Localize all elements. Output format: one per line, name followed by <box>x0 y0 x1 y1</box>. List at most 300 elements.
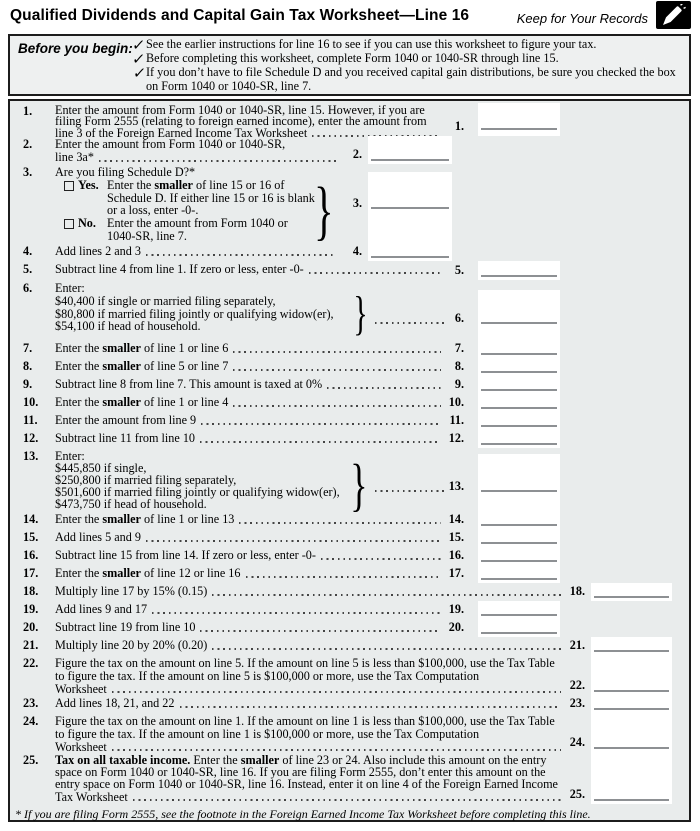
line-number: 24. <box>23 714 39 728</box>
option-no <box>64 217 308 243</box>
line-text-tail <box>55 549 316 562</box>
entry-right-gutter <box>672 637 689 655</box>
line-text-row <box>55 151 340 164</box>
worksheet-line-7 <box>10 340 689 358</box>
dot-leader <box>233 369 441 371</box>
entry-label: 23. <box>569 696 585 711</box>
entry-label: 19. <box>448 602 464 617</box>
line-text-row <box>55 360 445 373</box>
line-text-row <box>55 414 445 427</box>
entry-underline <box>594 799 669 801</box>
dot-leader <box>112 691 561 693</box>
entry-label: 21. <box>569 638 585 653</box>
worksheet-line-5 <box>10 261 689 280</box>
text-segment: of line 5 or line 7 <box>140 359 229 373</box>
worksheet-body-box <box>8 99 691 822</box>
option-text-line <box>107 230 288 243</box>
entry-underline <box>481 578 557 580</box>
entry-field-line-10[interactable] <box>478 394 560 412</box>
text-segment: Enter the amount from Form 1040 or 1040-SR, line 15. However, if you are <box>55 103 425 117</box>
entry-right-gutter <box>560 394 689 412</box>
amount-option: $80,800 if married filing jointly or qualifying widow(er), <box>55 306 334 321</box>
entry-field-line-17[interactable] <box>478 565 560 583</box>
dot-leader <box>200 441 441 443</box>
entry-right-gutter <box>560 565 689 583</box>
entry-right-gutter <box>560 412 689 430</box>
line-text <box>55 529 445 547</box>
line-number: 18. <box>23 584 39 598</box>
line-number: 25. <box>23 753 39 767</box>
line-text-row <box>55 585 565 598</box>
entry-underline <box>371 159 449 161</box>
text-segment: smaller <box>102 341 141 355</box>
line-text-row <box>55 791 565 803</box>
entry-field-line-22[interactable] <box>591 655 672 695</box>
line-text <box>55 713 565 752</box>
entry-field-line-24[interactable] <box>591 713 672 752</box>
entry-right-gutter <box>560 619 689 637</box>
line-text-row <box>55 683 565 696</box>
entry-underline <box>481 275 557 277</box>
line-text <box>55 164 315 243</box>
amount-option: $445,850 if single, <box>55 461 147 476</box>
line-number: 3. <box>23 165 33 179</box>
entry-underline <box>481 490 557 492</box>
entry-label: 15. <box>448 530 464 545</box>
line-text-tail <box>55 342 228 355</box>
entry-field-line-19[interactable] <box>478 601 560 619</box>
line-text <box>55 655 565 695</box>
text-segment: of line 1 or line 4 <box>140 395 229 409</box>
text-segment: filing Form 2555 (relating to foreign earned income), enter the amount from <box>55 114 427 129</box>
worksheet-line-8 <box>10 358 689 376</box>
worksheet-line-4 <box>10 243 689 261</box>
text-segment: Enter the <box>55 566 103 580</box>
line-text <box>55 637 565 655</box>
entry-underline <box>371 207 449 209</box>
line-number: 4. <box>23 244 33 258</box>
line-text-row <box>55 513 445 526</box>
before-item <box>132 38 676 52</box>
line-text-tail <box>55 378 322 391</box>
entry-right-gutter <box>672 655 689 695</box>
line-text-tail <box>55 360 228 373</box>
entry-right-gutter <box>560 261 689 280</box>
entry-label: 22. <box>569 678 585 693</box>
text-segment: Subtract line 11 from line 10 <box>55 431 196 445</box>
text-segment: Multiply line 20 by 20% (0.20) <box>55 638 208 652</box>
before-item-line: on Form 1040 or 1040-SR, line 7. <box>146 78 312 93</box>
line-number: 1. <box>23 104 33 118</box>
dot-leader <box>309 272 441 274</box>
line-text <box>55 448 345 511</box>
text-segment: Add lines 5 and 9 <box>55 530 141 544</box>
line-text <box>55 136 340 164</box>
line-text <box>55 376 445 394</box>
entry-field-line-8[interactable] <box>478 358 560 376</box>
line-number: 23. <box>23 696 39 710</box>
line-number: 16. <box>23 548 39 562</box>
brace-glyph: } <box>353 287 369 340</box>
text-segment: Add lines 18, 21, and 22 <box>55 696 175 710</box>
worksheet-line-15 <box>10 529 689 547</box>
worksheet-line-11 <box>10 412 689 430</box>
brace-glyph: } <box>350 451 368 517</box>
dot-leader <box>233 405 441 407</box>
text-segment: of line 23 or 24. Also include this amount on the entry <box>279 753 547 767</box>
entry-right-gutter <box>560 358 689 376</box>
line-text-row <box>55 567 445 580</box>
text-segment: Worksheet <box>55 739 107 754</box>
dot-leader <box>146 254 336 256</box>
check-icon: ✓ <box>131 51 146 68</box>
entry-underline <box>481 614 557 616</box>
entry-field-line-1[interactable] <box>478 103 560 136</box>
entry-underline <box>481 542 557 544</box>
line-text-row <box>55 138 340 151</box>
text-segment: Subtract line 4 from line 1. If zero or less, enter -0- <box>55 262 304 276</box>
entry-underline <box>371 256 449 258</box>
text-segment: Enter the amount from Form 1040 or <box>107 216 288 231</box>
entry-underline <box>481 353 557 355</box>
line-text-tail <box>55 263 304 276</box>
text-segment: Enter the amount from Form 1040 or 1040-SR, <box>55 137 286 151</box>
entry-label: 18. <box>569 584 585 599</box>
text-segment: 1040-SR, line 7. <box>107 228 187 243</box>
entry-label: 7. <box>454 341 464 356</box>
entry-right-gutter <box>560 601 689 619</box>
line-text-row <box>55 531 445 544</box>
entry-label: 6. <box>454 311 464 326</box>
worksheet-line-25 <box>10 752 689 804</box>
entry-label: 20. <box>448 620 464 635</box>
entry-right-gutter <box>560 376 689 394</box>
entry-underline <box>481 632 557 634</box>
dot-leader <box>327 387 441 389</box>
line-number: 9. <box>23 377 33 391</box>
text-segment: Subtract line 15 from line 14. If zero or less, enter -0- <box>55 548 316 562</box>
dot-leader <box>146 540 441 542</box>
text-segment: Enter the <box>55 359 103 373</box>
text-segment: Enter the amount from line 9 <box>55 413 197 427</box>
entry-label: 4. <box>352 244 362 259</box>
entry-right-gutter <box>672 713 689 752</box>
entry-label: 13. <box>448 479 464 494</box>
entry-field-line-11[interactable] <box>478 412 560 430</box>
line-text-row <box>55 396 445 409</box>
line-text <box>55 583 565 601</box>
text-segment: Tax Worksheet <box>55 789 128 804</box>
before-item-text <box>146 38 596 52</box>
dot-leader <box>212 648 561 650</box>
text-segment: Add lines 2 and 3 <box>55 244 141 258</box>
entry-label: 8. <box>454 359 464 374</box>
option-text <box>107 179 315 217</box>
entry-field-line-4[interactable] <box>368 243 452 261</box>
line-text-tail <box>55 396 228 409</box>
entry-right-gutter <box>672 583 689 601</box>
text-segment: smaller <box>154 177 193 192</box>
entry-underline <box>594 650 669 652</box>
worksheet-line-2 <box>10 136 689 164</box>
line-text-tail <box>55 414 196 427</box>
worksheet-line-23 <box>10 695 689 713</box>
line-number: 11. <box>23 413 38 427</box>
line-intro: Enter: <box>55 449 85 463</box>
text-segment: smaller <box>102 395 141 409</box>
text-segment: Subtract line 8 from line 7. This amount is taxed at 0% <box>55 377 323 391</box>
entry-right-gutter <box>560 103 689 136</box>
entry-underline <box>594 690 669 692</box>
entry-underline <box>594 596 669 598</box>
brace-glyph: } <box>314 173 334 247</box>
before-item-text <box>146 66 676 94</box>
entry-right-gutter <box>560 529 689 547</box>
line-text <box>55 695 565 713</box>
entry-right-gutter <box>452 164 689 243</box>
text-segment: of line 12 or line 16 <box>140 566 241 580</box>
checkbox-no[interactable] <box>64 219 74 229</box>
line-text-tail <box>55 639 207 652</box>
amount-option: $501,600 if married filing jointly or qualifying widow(er), <box>55 485 340 500</box>
entry-field-line-18[interactable] <box>591 583 672 601</box>
checkbox-yes[interactable] <box>64 181 74 191</box>
entry-label: 16. <box>448 548 464 563</box>
entry-underline <box>481 443 557 445</box>
entry-field-line-7[interactable] <box>478 340 560 358</box>
text-segment: line 3a* <box>55 149 94 164</box>
before-item <box>132 66 676 94</box>
amount-option: $40,400 if single or married filing separately, <box>55 293 276 308</box>
text-segment: Subtract line 19 from line 10 <box>55 620 196 634</box>
entry-right-gutter <box>560 280 689 340</box>
entry-right-gutter <box>560 547 689 565</box>
page-title: Qualified Dividends and Capital Gain Tax Worksheet—Line 16 <box>10 7 470 24</box>
amount-option: $250,800 if married filing separately, <box>55 473 237 488</box>
entry-label: 9. <box>454 377 464 392</box>
entry-field-line-23[interactable] <box>591 695 672 713</box>
line-text-tail <box>55 432 195 445</box>
entry-label: 17. <box>448 566 464 581</box>
dot-leader <box>152 612 441 614</box>
entry-field-line-14[interactable] <box>478 511 560 529</box>
text-segment: Figure the tax on the amount on line 5. If the amount on line 5 is less than $100,000, use the Tax Table <box>55 656 555 670</box>
pencil-icon <box>656 1 691 29</box>
line-text-tail <box>55 697 175 710</box>
entry-label: 5. <box>454 263 464 278</box>
schedule-d-question: Are you filing Schedule D?* <box>55 165 196 179</box>
text-segment: Tax on all taxable income. <box>55 753 191 767</box>
line-text-tail <box>55 151 94 164</box>
entry-right-gutter <box>452 136 689 164</box>
before-you-begin-label: Before you begin: <box>18 41 133 56</box>
entry-underline <box>594 708 669 710</box>
text-segment: Figure the tax on the amount on line 1. If the amount on line 1 is less than $100,000, use the Tax Table <box>55 714 555 728</box>
option-text <box>107 217 288 243</box>
before-item-line: If you don’t have to file Schedule D and you received capital gain distributions, be sure you checked the box <box>146 64 676 79</box>
worksheet-line-24 <box>10 713 689 752</box>
text-segment: of line 1 or line 6 <box>140 341 229 355</box>
entry-field-line-9[interactable] <box>478 376 560 394</box>
text-segment: or a loss, enter -0-. <box>107 203 199 218</box>
entry-field-line-3[interactable] <box>368 172 452 243</box>
line-text <box>55 340 445 358</box>
entry-underline <box>481 389 557 391</box>
line-number: 2. <box>23 137 33 151</box>
worksheet-line-6 <box>10 280 689 340</box>
entry-underline <box>481 371 557 373</box>
line-text <box>55 358 445 376</box>
dot-leader <box>133 799 561 801</box>
dot-leader <box>212 594 561 596</box>
line-number: 6. <box>23 281 33 295</box>
line-text-row <box>55 603 445 616</box>
footnote: * If you are filing Form 2555, see the footnote in the Foreign Earned Income Tax Worksheet before completing this line. <box>15 807 591 821</box>
worksheet-line-17 <box>10 565 689 583</box>
text-segment: of line 15 or 16 of <box>192 177 285 192</box>
dot-leader <box>375 322 445 324</box>
worksheet-line-3 <box>10 164 689 247</box>
line-text <box>55 547 445 565</box>
text-segment: Enter the <box>107 177 155 192</box>
line-text-tail <box>55 567 241 580</box>
entry-right-gutter <box>672 695 689 713</box>
entry-field-line-16[interactable] <box>478 547 560 565</box>
entry-label: 3. <box>352 196 362 211</box>
dot-leader <box>233 351 441 353</box>
worksheet-line-20 <box>10 619 689 637</box>
entry-label: 12. <box>448 431 464 446</box>
entry-underline <box>481 322 557 324</box>
text-segment: Add lines 9 and 17 <box>55 602 148 616</box>
text-segment: Multiply line 17 by 15% (0.15) <box>55 584 208 598</box>
line-text-tail <box>55 791 128 803</box>
worksheet-line-18 <box>10 583 689 601</box>
entry-label: 25. <box>569 787 585 802</box>
before-item-text <box>146 52 559 66</box>
worksheet-rows <box>10 103 689 804</box>
entry-field-line-25[interactable] <box>591 752 672 804</box>
line-text-row <box>55 263 445 276</box>
line-number: 8. <box>23 359 33 373</box>
dot-leader <box>321 558 441 560</box>
line-text <box>55 394 445 412</box>
amount-option: $473,750 if head of household. <box>55 497 207 512</box>
text-segment: smaller <box>240 753 280 767</box>
text-segment: Enter the <box>55 395 103 409</box>
line-number: 17. <box>23 566 39 580</box>
worksheet-line-19 <box>10 601 689 619</box>
entry-right-gutter <box>560 448 689 511</box>
entry-underline <box>481 407 557 409</box>
line-number: 20. <box>23 620 39 634</box>
text-segment: space on Form 1040 or 1040-SR, line 16. If you are filing Form 2555, don’t enter this amount on the <box>55 765 546 780</box>
entry-field-line-20[interactable] <box>478 619 560 637</box>
line-text-tail <box>55 621 195 634</box>
entry-field-line-2[interactable] <box>368 136 452 164</box>
text-segment: entry space on Form 1040 or 1040-SR, line 16. Instead, enter it on line 4 of the Foreign Earned Income <box>55 777 558 792</box>
text-segment: smaller <box>102 359 141 373</box>
worksheet-line-21 <box>10 637 689 655</box>
text-segment: Enter the <box>55 341 103 355</box>
line-text-tail <box>55 245 141 258</box>
line-text-row <box>55 378 445 391</box>
dot-leader <box>246 576 442 578</box>
line-number: 21. <box>23 638 39 652</box>
line-number: 7. <box>23 341 33 355</box>
line-text <box>55 565 445 583</box>
worksheet-line-22 <box>10 655 689 695</box>
text-segment: line 3 of the Foreign Earned Income Tax Worksheet <box>55 125 308 140</box>
entry-field-line-5[interactable] <box>478 261 560 280</box>
entry-field-line-6[interactable] <box>478 290 560 340</box>
line-number: 15. <box>23 530 39 544</box>
amount-option: $54,100 if head of household. <box>55 319 201 334</box>
line-text-row <box>55 778 565 790</box>
entry-label: 1. <box>454 119 464 134</box>
dot-leader <box>375 490 445 492</box>
line-number: 13. <box>23 449 39 463</box>
line-text <box>55 412 445 430</box>
entry-right-gutter <box>560 340 689 358</box>
entry-underline <box>481 560 557 562</box>
entry-underline <box>481 128 557 130</box>
text-segment: Worksheet <box>55 681 107 696</box>
line-text-row <box>55 245 340 258</box>
entry-underline <box>594 747 669 749</box>
entry-field-line-15[interactable] <box>478 529 560 547</box>
line-text-row <box>55 697 565 710</box>
line-text <box>55 280 349 340</box>
check-icon: ✓ <box>131 65 147 82</box>
text-segment: smaller <box>102 512 141 526</box>
option-label: No. <box>78 216 96 231</box>
dot-leader <box>239 522 441 524</box>
dot-leader <box>99 160 336 162</box>
line-text <box>55 511 445 529</box>
entry-field-line-13[interactable] <box>478 454 560 511</box>
worksheet-line-13 <box>10 448 689 517</box>
worksheet-line-12 <box>10 430 689 448</box>
line-text-row <box>55 639 565 652</box>
line-text-tail <box>55 531 141 544</box>
before-you-begin-checklist <box>132 38 676 94</box>
entry-field-line-21[interactable] <box>591 637 672 655</box>
line-text-row <box>55 432 445 445</box>
entry-field-line-12[interactable] <box>478 430 560 448</box>
worksheet-line-16 <box>10 547 689 565</box>
line-text-row <box>55 621 445 634</box>
before-item-line: Before completing this worksheet, complete Form 1040 or 1040-SR through line 15. <box>146 50 559 65</box>
text-segment: of line 1 or line 13 <box>140 512 235 526</box>
check-icon: ✓ <box>131 38 146 54</box>
option-yes <box>64 177 315 218</box>
line-text-row <box>55 670 565 683</box>
entry-right-gutter <box>452 243 689 261</box>
text-segment: Enter the <box>190 753 241 767</box>
entry-label: 11. <box>449 413 464 428</box>
option-label: Yes. <box>78 177 99 192</box>
line-text-row <box>55 342 445 355</box>
entry-label: 2. <box>352 147 362 162</box>
line-number: 19. <box>23 602 39 616</box>
text-segment: to figure the tax. If the amount on line 1 is $100,000 or more, use the Tax Computation <box>55 726 480 741</box>
entry-label: 14. <box>448 512 464 527</box>
before-you-begin-box <box>8 34 691 96</box>
text-segment: to figure the tax. If the amount on line 5 is $100,000 or more, use the Tax Computation <box>55 668 480 683</box>
text-segment: Enter the <box>55 512 103 526</box>
dot-leader <box>180 706 562 708</box>
